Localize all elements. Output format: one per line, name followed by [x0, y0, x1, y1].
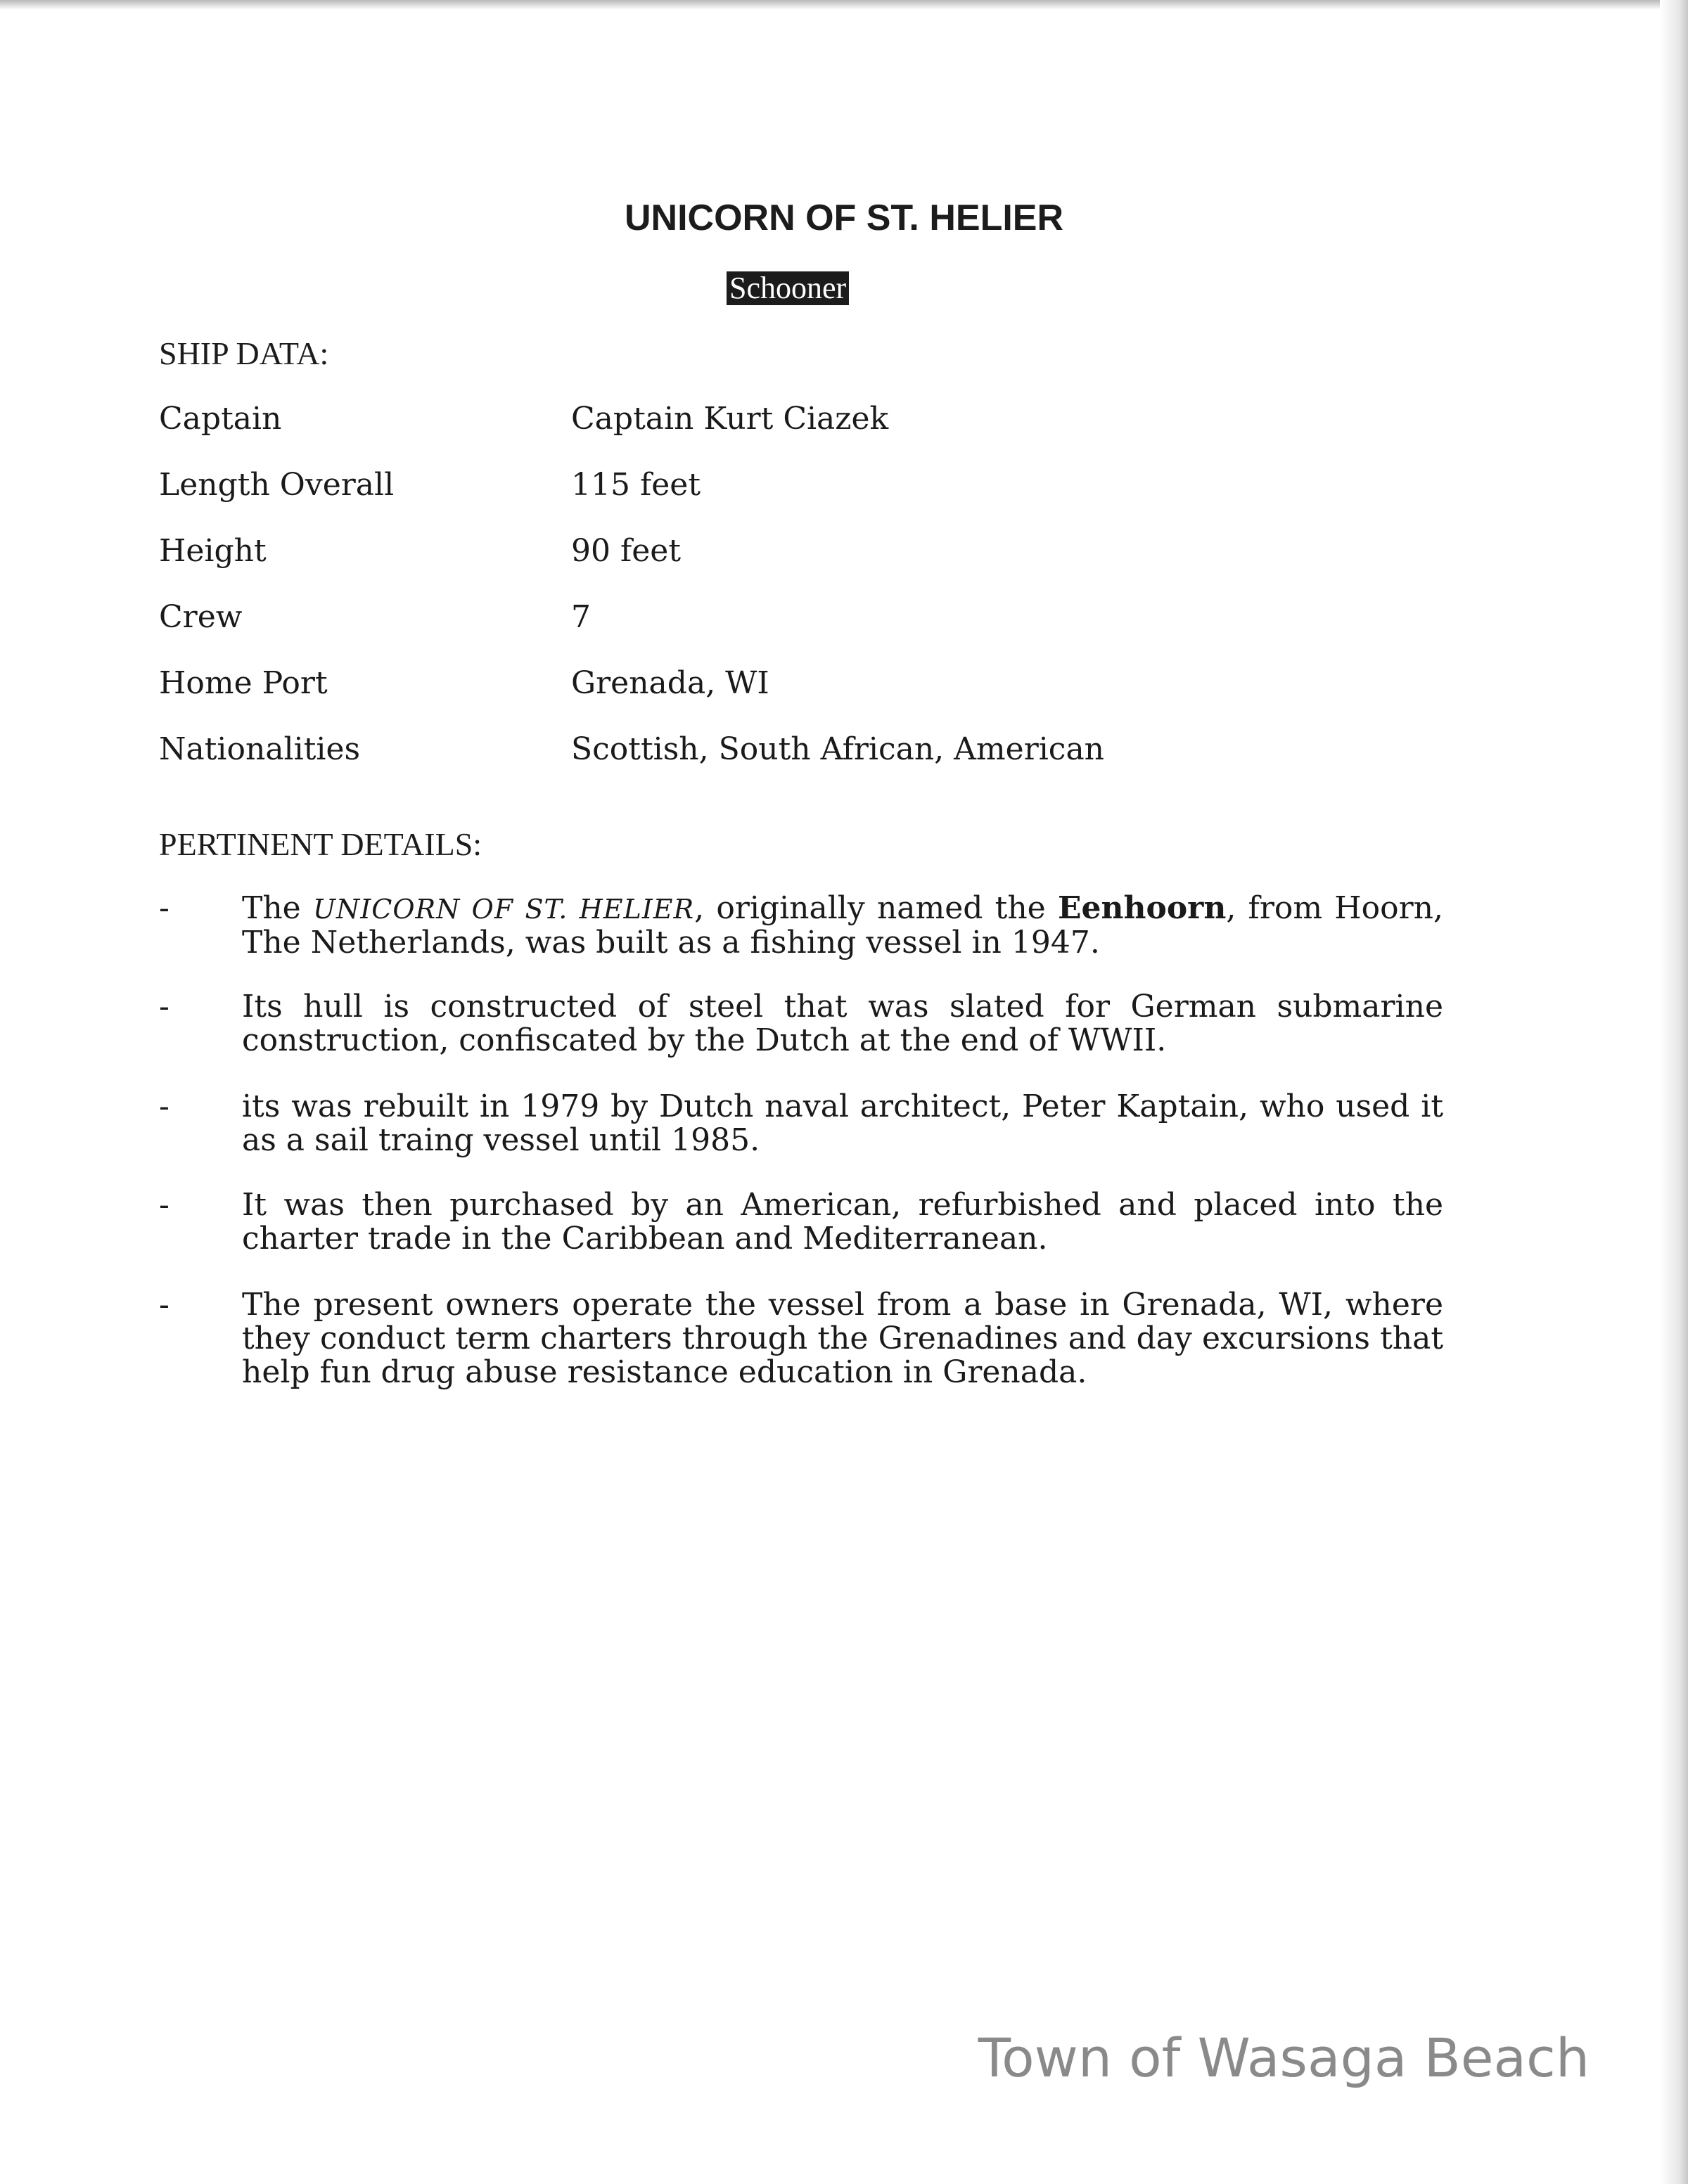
ship-data-label: Home Port: [159, 665, 328, 701]
ship-name-italic: UNICORN OF ST. HELIER: [312, 894, 695, 925]
detail-text: [242, 892, 1443, 960]
detail-text-suffix: , from Hoorn, The Netherlands, was built as a fishing vessel in 1947.: [242, 890, 1444, 961]
page-right-edge: [1660, 0, 1688, 2184]
ship-data-heading: SHIP DATA:: [159, 335, 329, 371]
bullet-dash: -: [159, 989, 170, 1024]
bullet-dash: -: [159, 890, 170, 926]
detail-text-middle: , originally named the: [694, 890, 1058, 926]
ship-data-label: Captain: [159, 401, 282, 437]
detail-text: Its hull is constructed of steel that was slated for German submarine construction, confiscated by the Dutch at the end of WWII.: [242, 989, 1443, 1058]
ship-data-row: [159, 596, 1495, 638]
bullet-dash: -: [159, 1088, 170, 1124]
document-title: UNICORN OF ST. HELIER: [624, 198, 1064, 238]
ship-data-value: 90 feet: [571, 533, 682, 569]
detail-text: The present owners operate the vessel from a base in Grenada, WI, where they conduct term charters through the Grenadines and day excursions that help fun drug abuse resistance education in Grenada.: [242, 1287, 1443, 1390]
detail-text-prefix: The: [242, 890, 313, 926]
bullet-dash: -: [159, 1187, 170, 1223]
vessel-type-badge: Schooner: [727, 271, 849, 305]
original-name-bold: Eenhoorn: [1057, 890, 1227, 926]
watermark: Town of Wasaga Beach: [978, 2026, 1590, 2089]
ship-data-label: Height: [159, 533, 267, 569]
ship-data-row: [159, 530, 1495, 572]
ship-data-value: Scottish, South African, American: [571, 731, 1105, 767]
ship-data-row: [159, 398, 1495, 440]
ship-data-value: 115 feet: [571, 467, 701, 503]
ship-data-row: [159, 662, 1495, 705]
detail-text: its was rebuilt in 1979 by Dutch naval architect, Peter Kaptain, who used it as a sail traing vessel until 1985.: [242, 1088, 1443, 1158]
ship-data-value: Grenada, WI: [571, 665, 769, 701]
ship-data-label: Crew: [159, 599, 243, 635]
pertinent-details-heading: PERTINENT DETAILS:: [159, 826, 482, 862]
ship-data-row: [159, 464, 1495, 506]
ship-data-label: Nationalities: [159, 731, 361, 767]
detail-text: It was then purchased by an American, refurbished and placed into the charter trade in the Caribbean and Mediterranean.: [242, 1187, 1443, 1257]
page-top-edge: [0, 0, 1688, 10]
ship-data-value: 7: [571, 599, 591, 635]
ship-data-row: [159, 728, 1495, 771]
ship-data-label: Length Overall: [159, 467, 395, 503]
ship-data-value: Captain Kurt Ciazek: [571, 401, 889, 437]
bullet-dash: -: [159, 1287, 170, 1323]
